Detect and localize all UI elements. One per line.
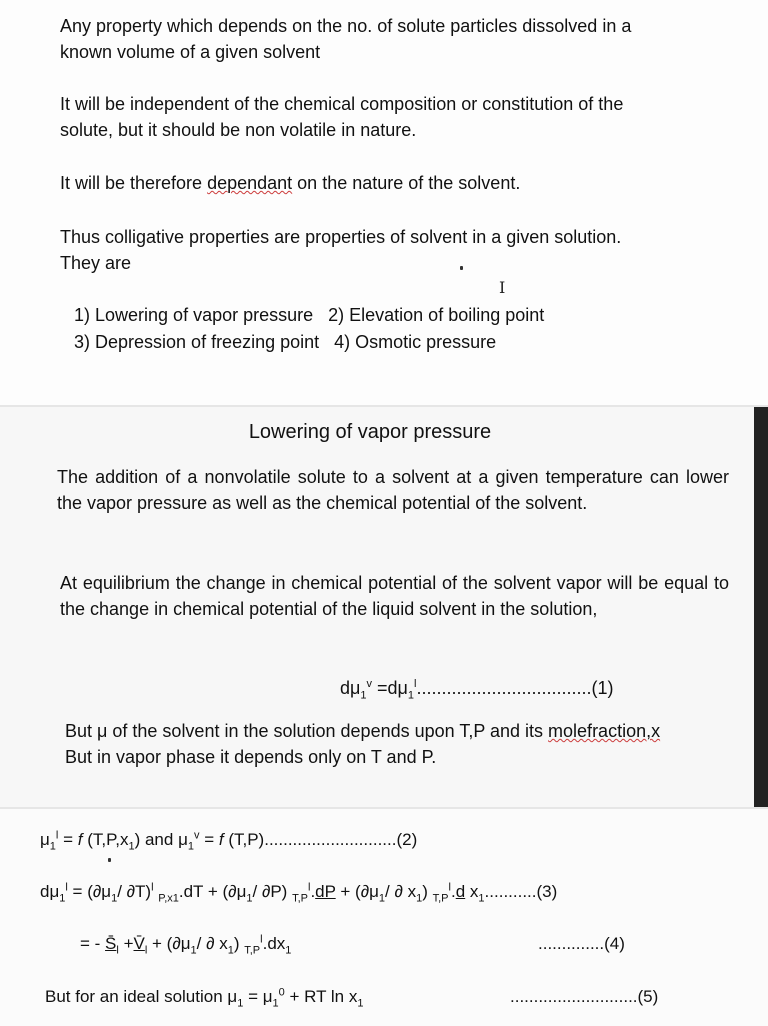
list-row-2: 3) Depression of freezing point 4) Osmotic pressure [74, 332, 497, 352]
para-mu-depends [65, 718, 660, 744]
equation-2 [40, 827, 417, 853]
para-thus-line1: Thus colligative properties are properties of solvent in a given solution. [60, 227, 622, 247]
para-vapor-phase: But in vapor phase it depends only on T and P. [65, 747, 437, 767]
equation-1-dots: ...................................(1) [416, 678, 614, 698]
mouse-pointer-icon [108, 858, 111, 862]
equation-5-expression: = $\mu_1^0$ + RT $\ln x_1$ [248, 986, 364, 1010]
para-independence-line2: solute, but it should be non volatile in nature. [60, 120, 417, 140]
equation-4-expression: = - $S̄_l$ $+V̄_l + (\partial\mu_1/$ ∂ $x_1$) $_{T,P}^l.dx_1$ [80, 933, 292, 957]
para-equilibrium: At equilibrium the change in chemical potential of the solvent vapor will be equal to the change in chemical potential of the liquid solvent in the solution, [60, 573, 729, 619]
equation-3-expression: $d\mu_1^l = (\partial\mu_1/$ ∂T)$^l$ $_{P,x1}.dT + (\partial\mu_1/$ ∂P) $_{T,P}^l.dP + (\partial\mu_1/$ ∂ $x_1$) $_{T,P}^l$.d $x_1$ [40, 881, 485, 905]
para-addition-of-solute: The addition of a nonvolatile solute to a solvent at a given temperature can lower the vapor pressure as well as the chemical potential of the solvent. [57, 467, 729, 513]
para-independence-line1: It will be independent of the chemical composition or constitution of the [60, 94, 624, 114]
equation-5: But for an ideal solution $\mu_1 = \mu_1^0$ + RT $\ln x_1$ [45, 986, 364, 1010]
para-dependence [60, 170, 520, 196]
slide-lowering-vapor-pressure [0, 405, 768, 807]
misspelled-molefraction: molefraction,x [548, 721, 661, 741]
mouse-pointer-icon [460, 266, 463, 270]
equation-2-expression: $\mu_1^l = f$ $(T,P,x_1)$ and $\mu_1^v = f$ (T,P) [40, 829, 265, 853]
equation-3-dots: ...........(3) [484, 882, 558, 901]
equation-4 [80, 931, 291, 957]
dependence-text-after: on the nature of the solvent. [292, 173, 521, 193]
slide-colligative-properties [0, 0, 768, 405]
slide-edge-bar [754, 407, 768, 807]
equation-4-dots: ..............(4) [538, 934, 625, 953]
equation-5-label: But for an ideal solution μ [45, 987, 238, 1006]
equation-1 [340, 675, 614, 701]
mu-depends-text: But μ of the solvent in the solution depends upon T,P and its [65, 721, 549, 741]
text-cursor-icon: I [499, 278, 506, 297]
equation-2-dots: ............................(2) [264, 830, 418, 849]
para-thus-line2: They are [60, 253, 132, 273]
misspelled-word: dependant [207, 173, 293, 193]
dependence-text-before: It will be therefore [60, 173, 208, 193]
para-definition-line1: Any property which depends on the no. of solute particles dissolved in a [60, 16, 632, 36]
slide-equations [0, 807, 768, 1026]
equation-1-expression: $d\mu_1^v =d\mu_1^l$ [340, 678, 417, 702]
para-definition-line2: known volume of a given solvent [60, 42, 321, 62]
equation-3 [40, 879, 557, 905]
list-row-1: 1) Lowering of vapor pressure 2) Elevation of boiling point [74, 305, 545, 325]
slide-heading: Lowering of vapor pressure [248, 421, 492, 443]
equation-5-dots: ...........................(5) [510, 987, 659, 1006]
